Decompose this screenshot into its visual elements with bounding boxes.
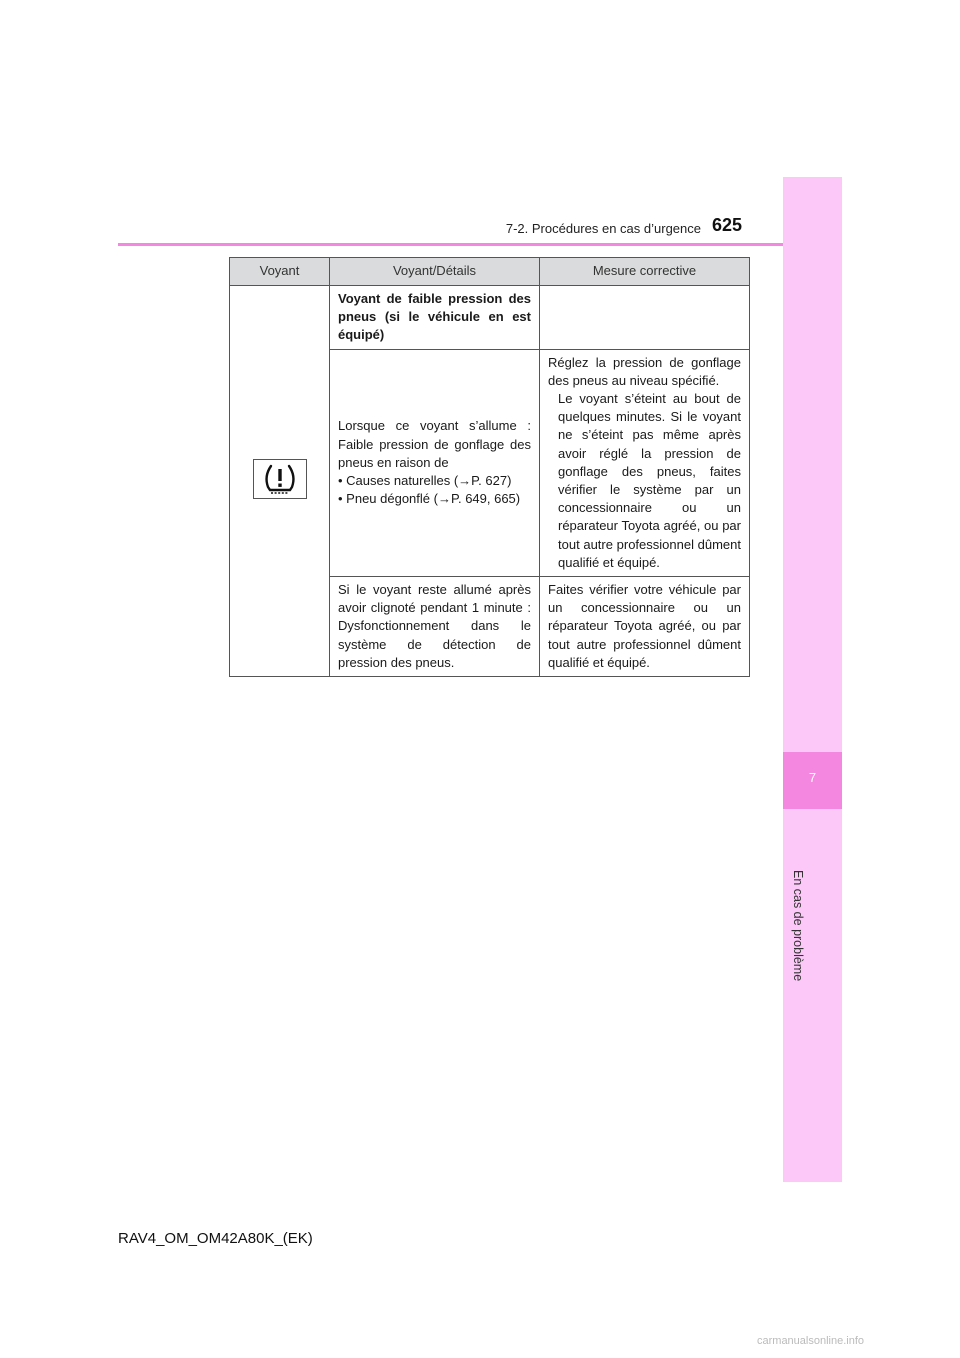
page-reference[interactable]: P. 649, 665) [450,491,521,507]
table-header-row [230,258,750,286]
page-number: 625 [712,215,743,235]
warning-light-table [229,257,750,677]
arrow-right-icon: → [458,472,472,488]
column-header: Voyant [230,258,330,286]
empty-cell [540,286,750,350]
tire-pressure-warning-icon [253,459,307,499]
indicator-cell [230,286,330,677]
details-cell: Si le voyant reste allumé après avoir clignoté pendant 1 minute : Dysfonctionnement dans le système de détection de pression des pneus. [330,577,540,677]
page-reference[interactable]: P. 627) [471,472,512,488]
table-row [230,286,750,350]
action-cell: Faites vérifier votre véhicule par un concessionnaire ou un réparateur Toyota agréé, ou par tout autre professionnel dûment qualifié et équipé. [540,577,750,677]
section-title: 7-2. Procédures en cas d’urgence [505,221,701,236]
chapter-tab-strip [783,177,842,1182]
details-intro: Lorsque ce voyant s’allume : Faible pression de gonflage des pneus en raison de [338,418,531,470]
indicator-title: Voyant de faible pression des pneus (si le véhicule en est équipé) [330,286,540,350]
chapter-number: 7 [808,770,817,785]
bullet-item: • Causes naturelles (→P. 627) [338,472,512,488]
watermark: carmanualsonline.info [757,1335,865,1347]
chapter-title: En cas de problème [791,870,805,982]
header-rule [118,243,841,246]
column-header: Voyant/Détails [330,258,540,286]
action-main: Réglez la pression de gonflage des pneus au niveau spécifié. [548,354,741,388]
bullet-item: • Pneu dégonflé (→P. 649, 665) [338,491,521,507]
manual-code: RAV4_OM_OM42A80K_(EK) [118,1230,313,1247]
column-header: Mesure corrective [540,258,750,286]
details-cell [330,349,540,576]
arrow-right-icon: → [437,491,451,507]
action-note: Le voyant s’éteint au bout de quelques minutes. Si le voyant ne s’éteint pas même après avoir réglé la pression de gonflage des pneus, faites vérifier le système par un concessionnaire ou un réparateur Toyota agréé, ou par tout autre professionnel dûment qualifié et équipé. [558,391,741,570]
action-cell [540,349,750,576]
